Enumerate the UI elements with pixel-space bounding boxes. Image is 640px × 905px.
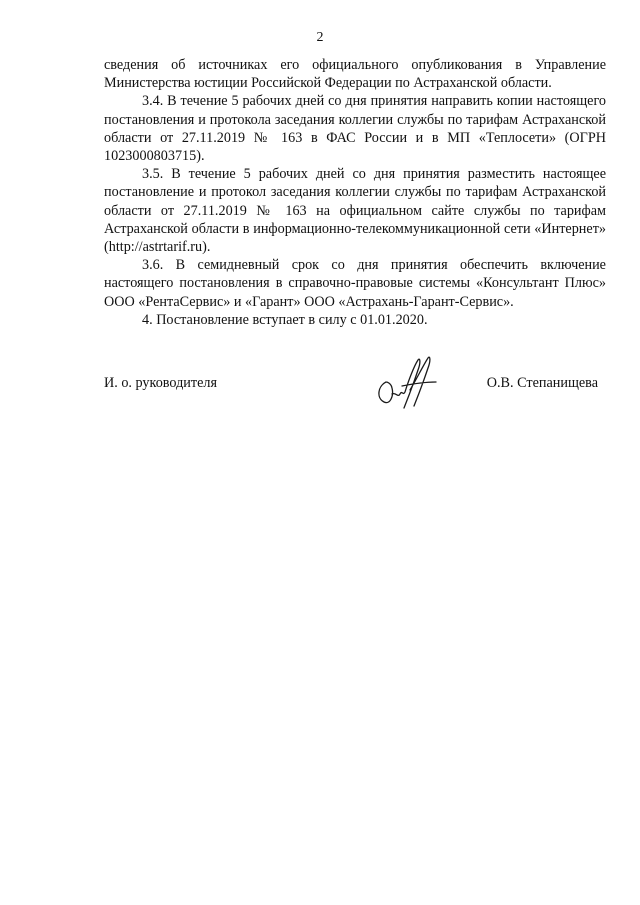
paragraph-3-5: 3.5. В течение 5 рабочих дней со дня принятия разместить настоящее постановление и протокол заседания коллегии службы по тарифам Астраханской области от 27.11.2019 № 163 на официальном сайте службы по тарифам Астраханской области в информационно-телекоммуникационной сети «Интернет» (http://astrtarif.ru). (104, 166, 606, 256)
signer-title: И. о. руководителя (104, 375, 217, 391)
paragraph-3-6: 3.6. В семидневный срок со дня принятия обеспечить включение настоящего постановления в справочно-правовые системы «Консультант Плюс» ООО «РентаСервис» и «Гарант» ООО «Астрахань-Гарант-Сервис». (104, 257, 606, 310)
handwritten-signature (372, 352, 454, 414)
page-number: 2 (316, 30, 324, 45)
paragraph-3-4: 3.4. В течение 5 рабочих дней со дня принятия направить копии настоящего постановления и протокола заседания коллегии службы по тарифам Астраханской области от 27.11.2019 № 163 в ФАС России и в МП «Теплосети» (ОГРН 1023000803715). (104, 93, 606, 165)
signature-block (104, 374, 606, 398)
paragraph-4: 4. Постановление вступает в силу с 01.01.2020. (142, 311, 428, 328)
signer-name: О.В. Степанищева (486, 375, 598, 391)
document-body (104, 56, 606, 329)
paragraph-continuation: сведения об источниках его официального опубликования в Управление Министерства юстиции Российской Федерации по Астраханской области. (104, 57, 606, 92)
